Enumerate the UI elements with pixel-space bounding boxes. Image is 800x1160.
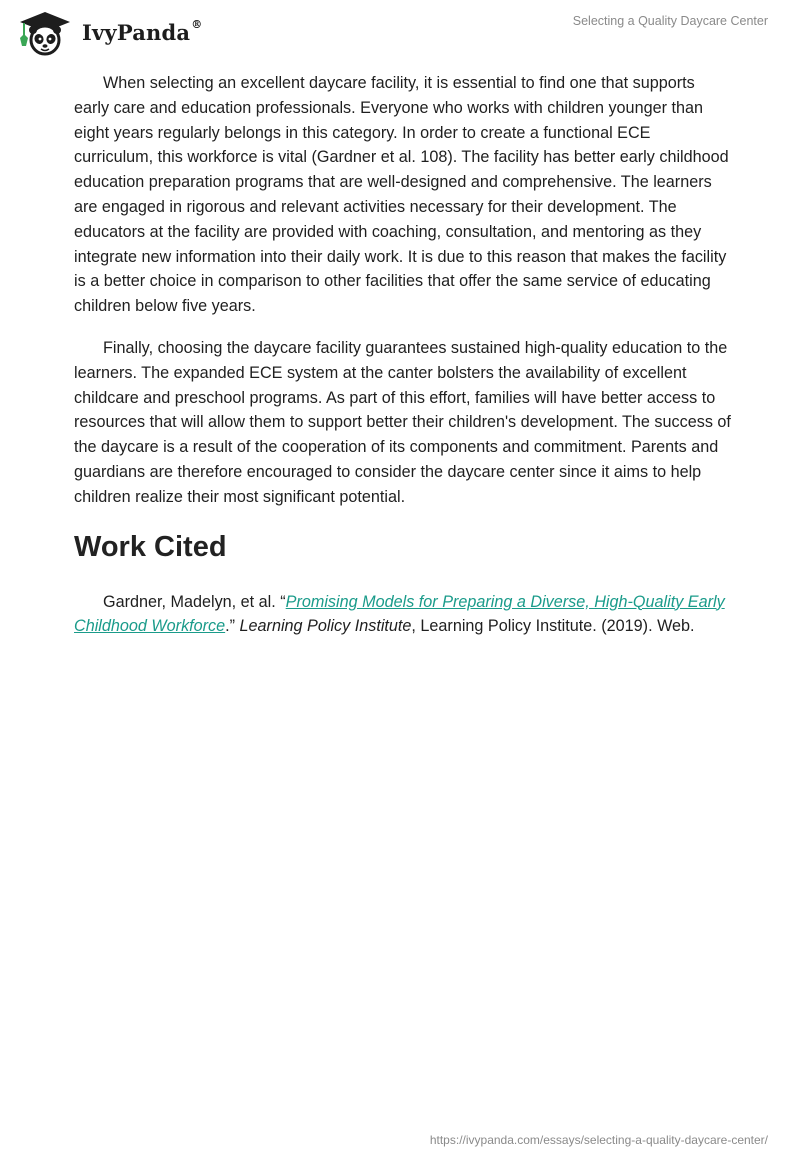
citation-link[interactable]: Promising Models for Preparing a Diverse, High-Quality Early Childhood Workforce	[74, 592, 725, 636]
citation-authors: Gardner, Madelyn, et al. “	[103, 592, 286, 611]
works-cited-heading: Work Cited	[74, 530, 227, 563]
essay-content	[74, 71, 734, 639]
footer-url[interactable]: https://ivypanda.com/essays/selecting-a-quality-daycare-center/	[429, 1133, 768, 1147]
citation-entry	[74, 590, 734, 640]
panda-graduate-logo-icon	[14, 8, 76, 56]
body-paragraph-1: When selecting an excellent daycare facility, it is essential to find one that supports early care and education professionals. Everyone who works with children younger than eight years regularly belongs in this category. In order to create a functional ECE curriculum, this workforce is vital (Gardner et al. 108). The facility has better early childhood education preparation programs that are well-designed and comprehensive. The learners are engaged in rigorous and relevant activities necessary for their development. The educators at the facility are provided with coaching, consultation, and mentoring as they integrate new information into their daily work. It is due to this reason that makes the facility is a better choice in comparison to other facilities that offer the same service of educating children below five years.	[74, 74, 729, 316]
page-header	[0, 0, 800, 64]
citation-after-link: .”	[225, 617, 240, 636]
body-paragraph-2: Finally, choosing the daycare facility guarantees sustained high-quality education to the learners. The expanded ECE system at the canter bolsters the availability of excellent childcare and preschool programs. As part of this effort, families will have better access to resources that will allow them to support better their children's development. The success of the daycare is a result of the cooperation of its components and commitment. Parents and guardians are therefore encouraged to consider the daycare center since it aims to help children realize their most significant potential.	[74, 338, 731, 506]
brand-name: IvyPanda®	[82, 17, 203, 45]
ivypanda-logo[interactable]	[14, 8, 202, 56]
citation-rest: , Learning Policy Institute. (2019). Web.	[411, 617, 695, 636]
citation-journal: Learning Policy Institute	[239, 617, 412, 636]
document-title: Selecting a Quality Daycare Center	[572, 14, 768, 28]
